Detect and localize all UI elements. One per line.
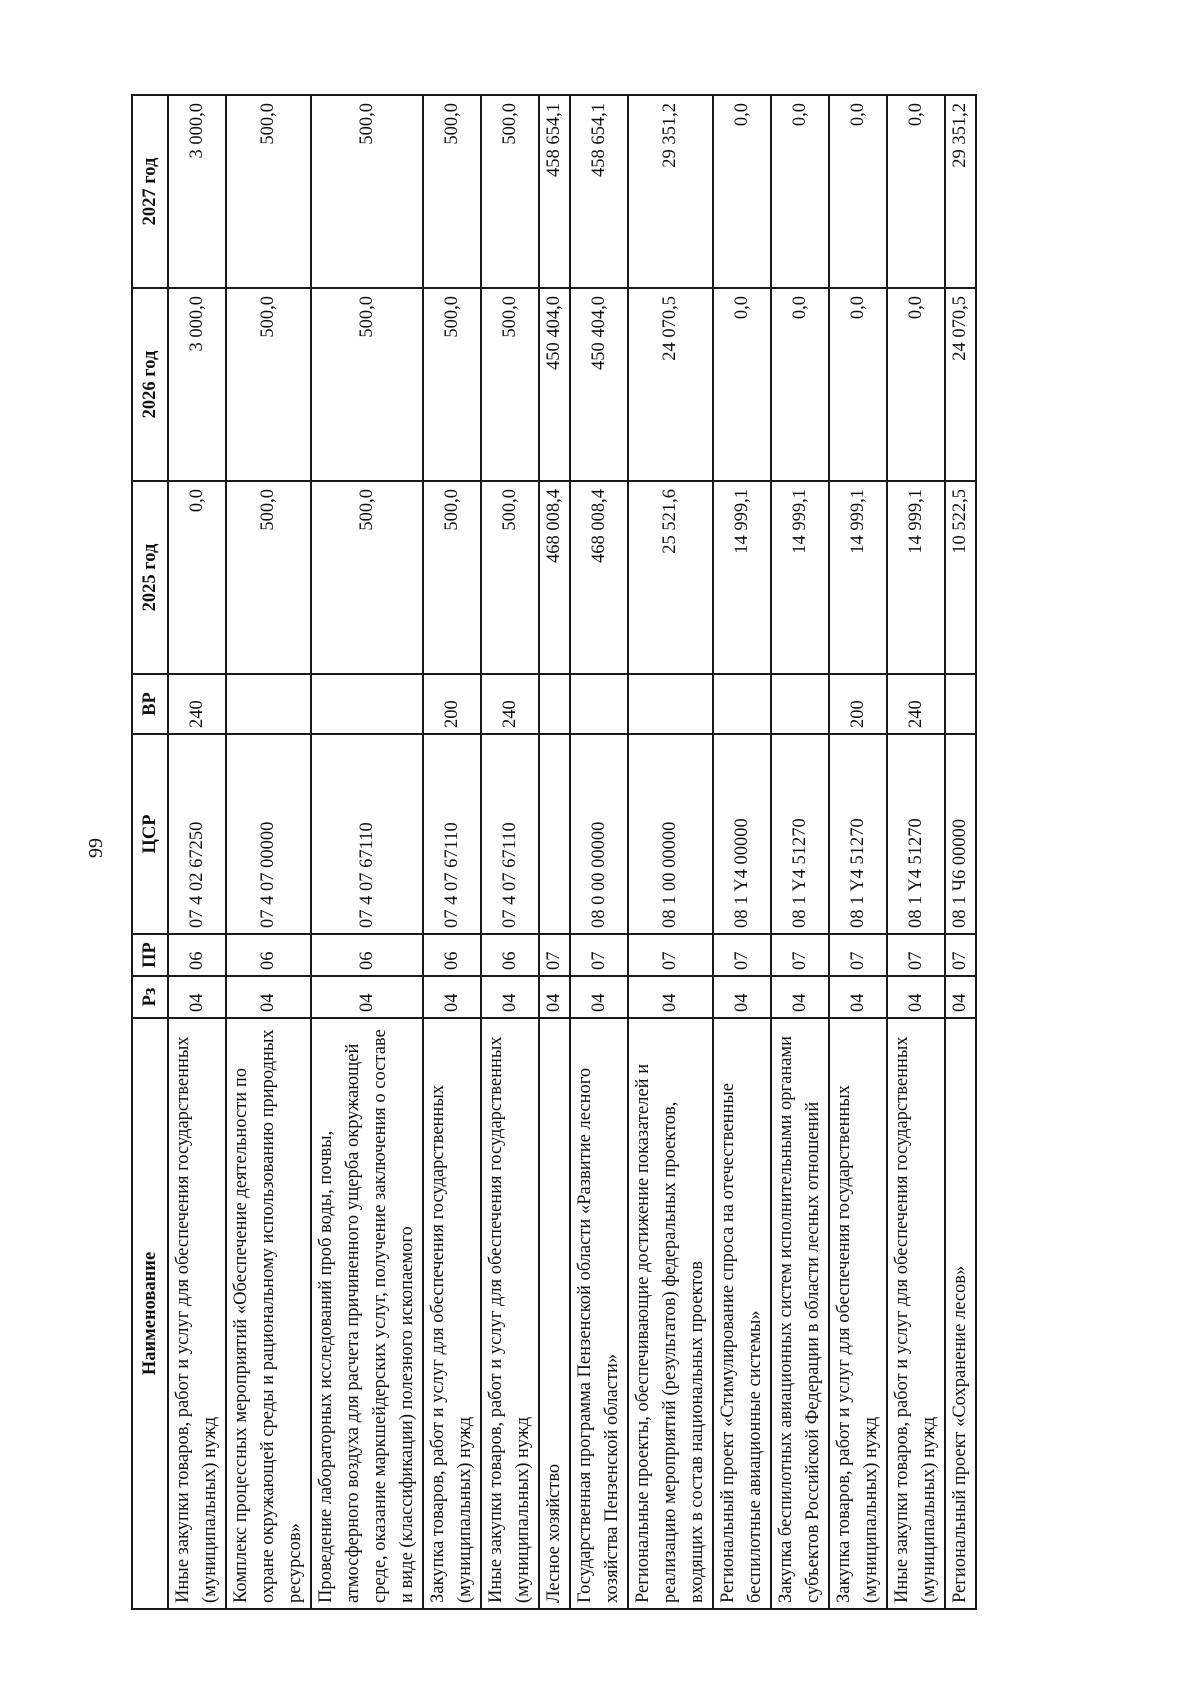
row-2027-amount: 458 654,1	[570, 95, 628, 288]
table-row	[771, 95, 829, 1609]
row-name: Закупка товаров, работ и услуг для обеспечения государственных (муниципальных) нужд	[829, 1018, 887, 1609]
table-row	[311, 95, 423, 1609]
row-csr: 08 1 00 00000	[628, 734, 713, 934]
row-name: Государственная программа Пензенской области «Развитие лесного хозяйства Пензенской области»	[570, 1018, 628, 1609]
row-vr	[628, 674, 713, 734]
row-name: Региональный проект «Сохранение лесов»	[945, 1018, 976, 1609]
row-vr	[226, 674, 311, 734]
row-2025-amount: 25 521,6	[628, 481, 713, 674]
row-name: Иные закупки товаров, работ и услуг для обеспечения государственных (муниципальных) нужд	[481, 1018, 539, 1609]
row-csr: 07 4 07 67110	[311, 734, 423, 934]
row-vr	[771, 674, 829, 734]
rotated-table-container	[131, 95, 1061, 1610]
row-name: Закупка беспилотных авиационных систем исполнительными органами субъектов Российской Федерации в области лесных отношений	[771, 1018, 829, 1609]
table-row	[226, 95, 311, 1609]
row-2025-amount: 14 999,1	[713, 481, 771, 674]
row-2027-amount: 3 000,0	[168, 95, 226, 288]
table-row	[481, 95, 539, 1609]
row-rz: 04	[829, 976, 887, 1018]
row-2025-amount: 0,0	[168, 481, 226, 674]
row-2027-amount: 0,0	[829, 95, 887, 288]
row-vr	[570, 674, 628, 734]
row-vr: 240	[168, 674, 226, 734]
row-2026-amount: 500,0	[226, 288, 311, 481]
table-header-row	[132, 95, 168, 1609]
row-rz: 04	[771, 976, 829, 1018]
table-row	[168, 95, 226, 1609]
table-row	[945, 95, 976, 1609]
row-pr: 07	[713, 934, 771, 976]
row-csr: 07 4 07 67110	[481, 734, 539, 934]
row-2027-amount: 0,0	[771, 95, 829, 288]
header-csr: ЦСР	[132, 734, 168, 934]
row-csr: 07 4 02 67250	[168, 734, 226, 934]
row-2026-amount: 450 404,0	[539, 288, 570, 481]
row-2027-amount: 500,0	[423, 95, 481, 288]
row-2025-amount: 14 999,1	[829, 481, 887, 674]
row-csr	[539, 734, 570, 934]
row-2025-amount: 500,0	[226, 481, 311, 674]
row-rz: 04	[887, 976, 945, 1018]
row-rz: 04	[311, 976, 423, 1018]
row-2026-amount: 3 000,0	[168, 288, 226, 481]
header-2027: 2027 год	[132, 95, 168, 288]
row-name: Региональные проекты, обеспечивающие достижение показателей и реализацию мероприятий (результатов) федеральных проектов, входящих в состав национальных проектов	[628, 1018, 713, 1609]
header-2025: 2025 год	[132, 481, 168, 674]
row-2027-amount: 0,0	[887, 95, 945, 288]
table-row	[887, 95, 945, 1609]
row-pr: 07	[829, 934, 887, 976]
row-2025-amount: 500,0	[311, 481, 423, 674]
row-pr: 07	[570, 934, 628, 976]
row-rz: 04	[168, 976, 226, 1018]
row-2026-amount: 500,0	[481, 288, 539, 481]
row-2025-amount: 500,0	[423, 481, 481, 674]
row-csr: 08 1 Y4 00000	[713, 734, 771, 934]
row-name: Проведение лабораторных исследований проб воды, почвы, атмосферного воздуха для расчета причиненного ущерба окружающей среде, оказание маркшейдерских услуг, получение заключения о составе и виде (классификации) полезного ископаемого	[311, 1018, 423, 1609]
row-pr: 06	[226, 934, 311, 976]
row-2025-amount: 468 008,4	[570, 481, 628, 674]
row-vr	[713, 674, 771, 734]
row-pr: 07	[539, 934, 570, 976]
row-pr: 06	[423, 934, 481, 976]
table-row	[713, 95, 771, 1609]
row-2026-amount: 24 070,5	[628, 288, 713, 481]
row-name: Региональный проект «Стимулирование спроса на отечественные беспилотные авиационные системы»	[713, 1018, 771, 1609]
row-csr: 08 1 Y4 51270	[771, 734, 829, 934]
row-pr: 07	[945, 934, 976, 976]
row-csr: 08 1 Y4 51270	[829, 734, 887, 934]
row-2025-amount: 500,0	[481, 481, 539, 674]
row-2027-amount: 29 351,2	[628, 95, 713, 288]
row-2025-amount: 14 999,1	[887, 481, 945, 674]
row-rz: 04	[628, 976, 713, 1018]
header-name: Наименование	[132, 1018, 168, 1609]
table-row	[628, 95, 713, 1609]
row-name: Иные закупки товаров, работ и услуг для обеспечения государственных (муниципальных) нужд	[168, 1018, 226, 1609]
row-rz: 04	[481, 976, 539, 1018]
row-csr: 08 1 Ч6 00000	[945, 734, 976, 934]
row-rz: 04	[570, 976, 628, 1018]
row-pr: 07	[771, 934, 829, 976]
row-pr: 06	[311, 934, 423, 976]
row-2026-amount: 0,0	[887, 288, 945, 481]
row-vr	[539, 674, 570, 734]
row-2025-amount: 14 999,1	[771, 481, 829, 674]
row-rz: 04	[945, 976, 976, 1018]
row-vr: 240	[481, 674, 539, 734]
row-2027-amount: 458 654,1	[539, 95, 570, 288]
row-pr: 06	[168, 934, 226, 976]
row-csr: 08 0 00 00000	[570, 734, 628, 934]
row-2026-amount: 0,0	[713, 288, 771, 481]
row-csr: 07 4 07 67110	[423, 734, 481, 934]
row-rz: 04	[226, 976, 311, 1018]
budget-table	[131, 94, 977, 1610]
row-csr: 07 4 07 00000	[226, 734, 311, 934]
row-2027-amount: 500,0	[481, 95, 539, 288]
table-row	[570, 95, 628, 1609]
page-number: 99	[85, 838, 107, 858]
row-2026-amount: 500,0	[311, 288, 423, 481]
row-csr: 08 1 Y4 51270	[887, 734, 945, 934]
row-rz: 04	[713, 976, 771, 1018]
row-pr: 07	[887, 934, 945, 976]
row-vr	[311, 674, 423, 734]
row-2025-amount: 468 008,4	[539, 481, 570, 674]
header-vr: ВР	[132, 674, 168, 734]
row-vr: 200	[423, 674, 481, 734]
row-2027-amount: 29 351,2	[945, 95, 976, 288]
row-vr: 240	[887, 674, 945, 734]
row-2026-amount: 500,0	[423, 288, 481, 481]
row-rz: 04	[539, 976, 570, 1018]
table-row	[423, 95, 481, 1609]
row-vr	[945, 674, 976, 734]
row-name: Лесное хозяйство	[539, 1018, 570, 1609]
row-2026-amount: 0,0	[829, 288, 887, 481]
row-2026-amount: 0,0	[771, 288, 829, 481]
table-body	[168, 95, 976, 1609]
row-2027-amount: 500,0	[311, 95, 423, 288]
row-2026-amount: 24 070,5	[945, 288, 976, 481]
row-2026-amount: 450 404,0	[570, 288, 628, 481]
row-name: Закупка товаров, работ и услуг для обеспечения государственных (муниципальных) нужд	[423, 1018, 481, 1609]
row-2025-amount: 10 522,5	[945, 481, 976, 674]
row-2027-amount: 500,0	[226, 95, 311, 288]
row-vr: 200	[829, 674, 887, 734]
header-pr: ПР	[132, 934, 168, 976]
table-row	[829, 95, 887, 1609]
row-name: Иные закупки товаров, работ и услуг для обеспечения государственных (муниципальных) нужд	[887, 1018, 945, 1609]
table-row	[539, 95, 570, 1609]
row-pr: 06	[481, 934, 539, 976]
row-name: Комплекс процессных мероприятий «Обеспечение деятельности по охране окружающей среды и рациональному использованию природных ресурсов»	[226, 1018, 311, 1609]
header-rz: Рз	[132, 976, 168, 1018]
row-pr: 07	[628, 934, 713, 976]
header-2026: 2026 год	[132, 288, 168, 481]
row-rz: 04	[423, 976, 481, 1018]
row-2027-amount: 0,0	[713, 95, 771, 288]
